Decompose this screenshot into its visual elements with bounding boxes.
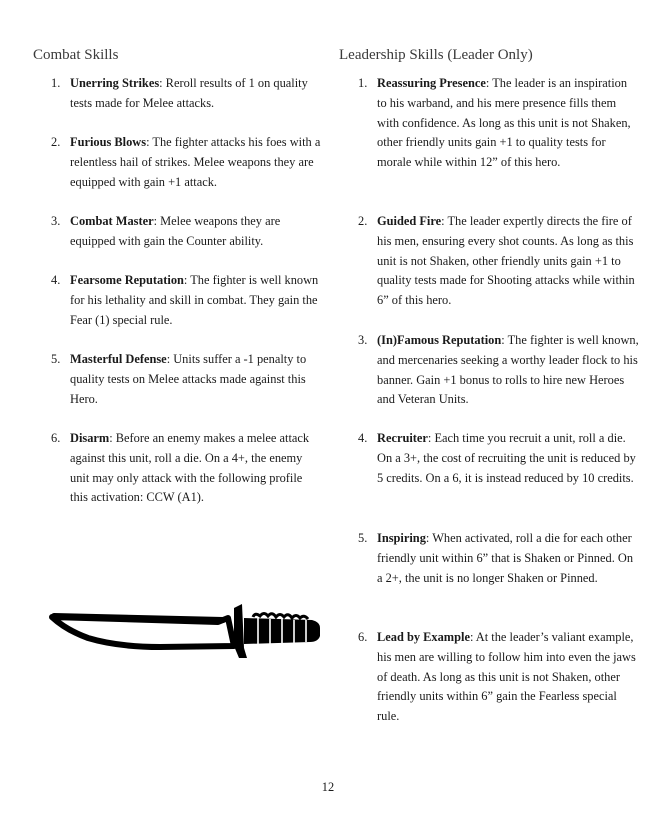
- leadership-skill-3: [358, 331, 639, 410]
- skill-name: Furious Blows: [70, 135, 147, 149]
- skill-number: 3.: [358, 333, 368, 347]
- skill-number: 5.: [358, 531, 368, 545]
- skill-name: Reassuring Presence: [377, 76, 486, 90]
- skill-name: Masterful Defense: [70, 352, 167, 366]
- skill-text: : Each time you recruit a unit, roll a die. On a 3+, the cost of recruiting the unit is reduced by 5 credits. On a 6, it is instead reduced by 10 credits.: [377, 431, 636, 485]
- skill-name: Guided Fire: [377, 214, 442, 228]
- skill-text: : The fighter is well known for his lethality and skill in combat. They gain the Fear (1) special rule.: [70, 273, 319, 327]
- skill-text: : When activated, roll a die for each other friendly unit within 6” that is Shaken or Pinned. On a 2+, the unit is no longer Shaken or Pinned.: [377, 531, 634, 585]
- skill-name: Recruiter: [377, 431, 428, 445]
- skill-number: 6.: [51, 431, 61, 445]
- skill-number: 1.: [358, 76, 368, 90]
- skill-number: 2.: [51, 135, 61, 149]
- leadership-skill-5: [358, 529, 639, 588]
- skill-text: : Units suffer a -1 penalty to quality tests on Melee attacks made against this Hero.: [70, 352, 307, 406]
- skill-number: 2.: [358, 214, 368, 228]
- skill-name: Unerring Strikes: [70, 76, 160, 90]
- leadership-skill-6: [358, 628, 639, 727]
- skill-name: Disarm: [70, 431, 110, 445]
- leadership-skill-4: [358, 429, 639, 488]
- combat-skill-4: [51, 271, 322, 330]
- skill-name: (In)Famous Reputation: [377, 333, 502, 347]
- skill-text: : At the leader’s valiant example, his men are willing to follow him into even the jaws of death. As long as this unit is not Shaken, other friendly units within 6” gain the Fearless special rule.: [377, 630, 636, 724]
- skill-name: Fearsome Reputation: [70, 273, 184, 287]
- skill-name: Lead by Example: [377, 630, 470, 644]
- leadership-skill-1: [358, 74, 639, 173]
- knife-illustration: [48, 600, 324, 660]
- combat-skill-2: [51, 133, 322, 192]
- leadership-skills-title: Leadership Skills (Leader Only): [339, 47, 533, 63]
- skill-number: 4.: [51, 273, 61, 287]
- skill-text: : Reroll results of 1 on quality tests made for Melee attacks.: [70, 76, 308, 110]
- skill-number: 4.: [358, 431, 368, 445]
- skill-text: : Before an enemy makes a melee attack against this unit, roll a die. On a 4+, the enemy unit may only attack with the following profile this activation: CCW (A1).: [70, 431, 310, 505]
- skill-text: : The fighter is well known, and mercenaries seeking a worthy leader flock to his banner. Gain +1 bonus to rolls to hire new Heroes and Veteran Units.: [377, 333, 639, 407]
- combat-skills-title: Combat Skills: [33, 47, 119, 63]
- skill-text: : The leader is an inspiration to his warband, and his mere presence fills them with confidence. As long as this unit is not Shaken, other friendly units gain +1 to quality tests for morale while within 12” of this hero.: [377, 76, 631, 170]
- combat-skill-1: [51, 74, 322, 114]
- skill-number: 3.: [51, 214, 61, 228]
- skill-number: 6.: [358, 630, 368, 644]
- leadership-skill-2: [358, 212, 639, 311]
- page-number: 12: [321, 780, 335, 794]
- skill-text: : Melee weapons they are equipped with gain the Counter ability.: [70, 214, 281, 248]
- combat-skill-5: [51, 350, 322, 409]
- skill-name: Inspiring: [377, 531, 426, 545]
- skill-text: : The leader expertly directs the fire of his men, ensuring every shot counts. As long as this unit is not Shaken, other friendly units gain +1 to quality tests made for Shooting attacks while within 6” of this hero.: [377, 214, 635, 308]
- skill-text: : The fighter attacks his foes with a relentless hail of strikes. Melee weapons they are equipped with gain +1 attack.: [70, 135, 321, 189]
- combat-skill-3: [51, 212, 322, 252]
- skill-name: Combat Master: [70, 214, 154, 228]
- combat-skill-6: [51, 429, 322, 508]
- skill-number: 1.: [51, 76, 61, 90]
- skill-number: 5.: [51, 352, 61, 366]
